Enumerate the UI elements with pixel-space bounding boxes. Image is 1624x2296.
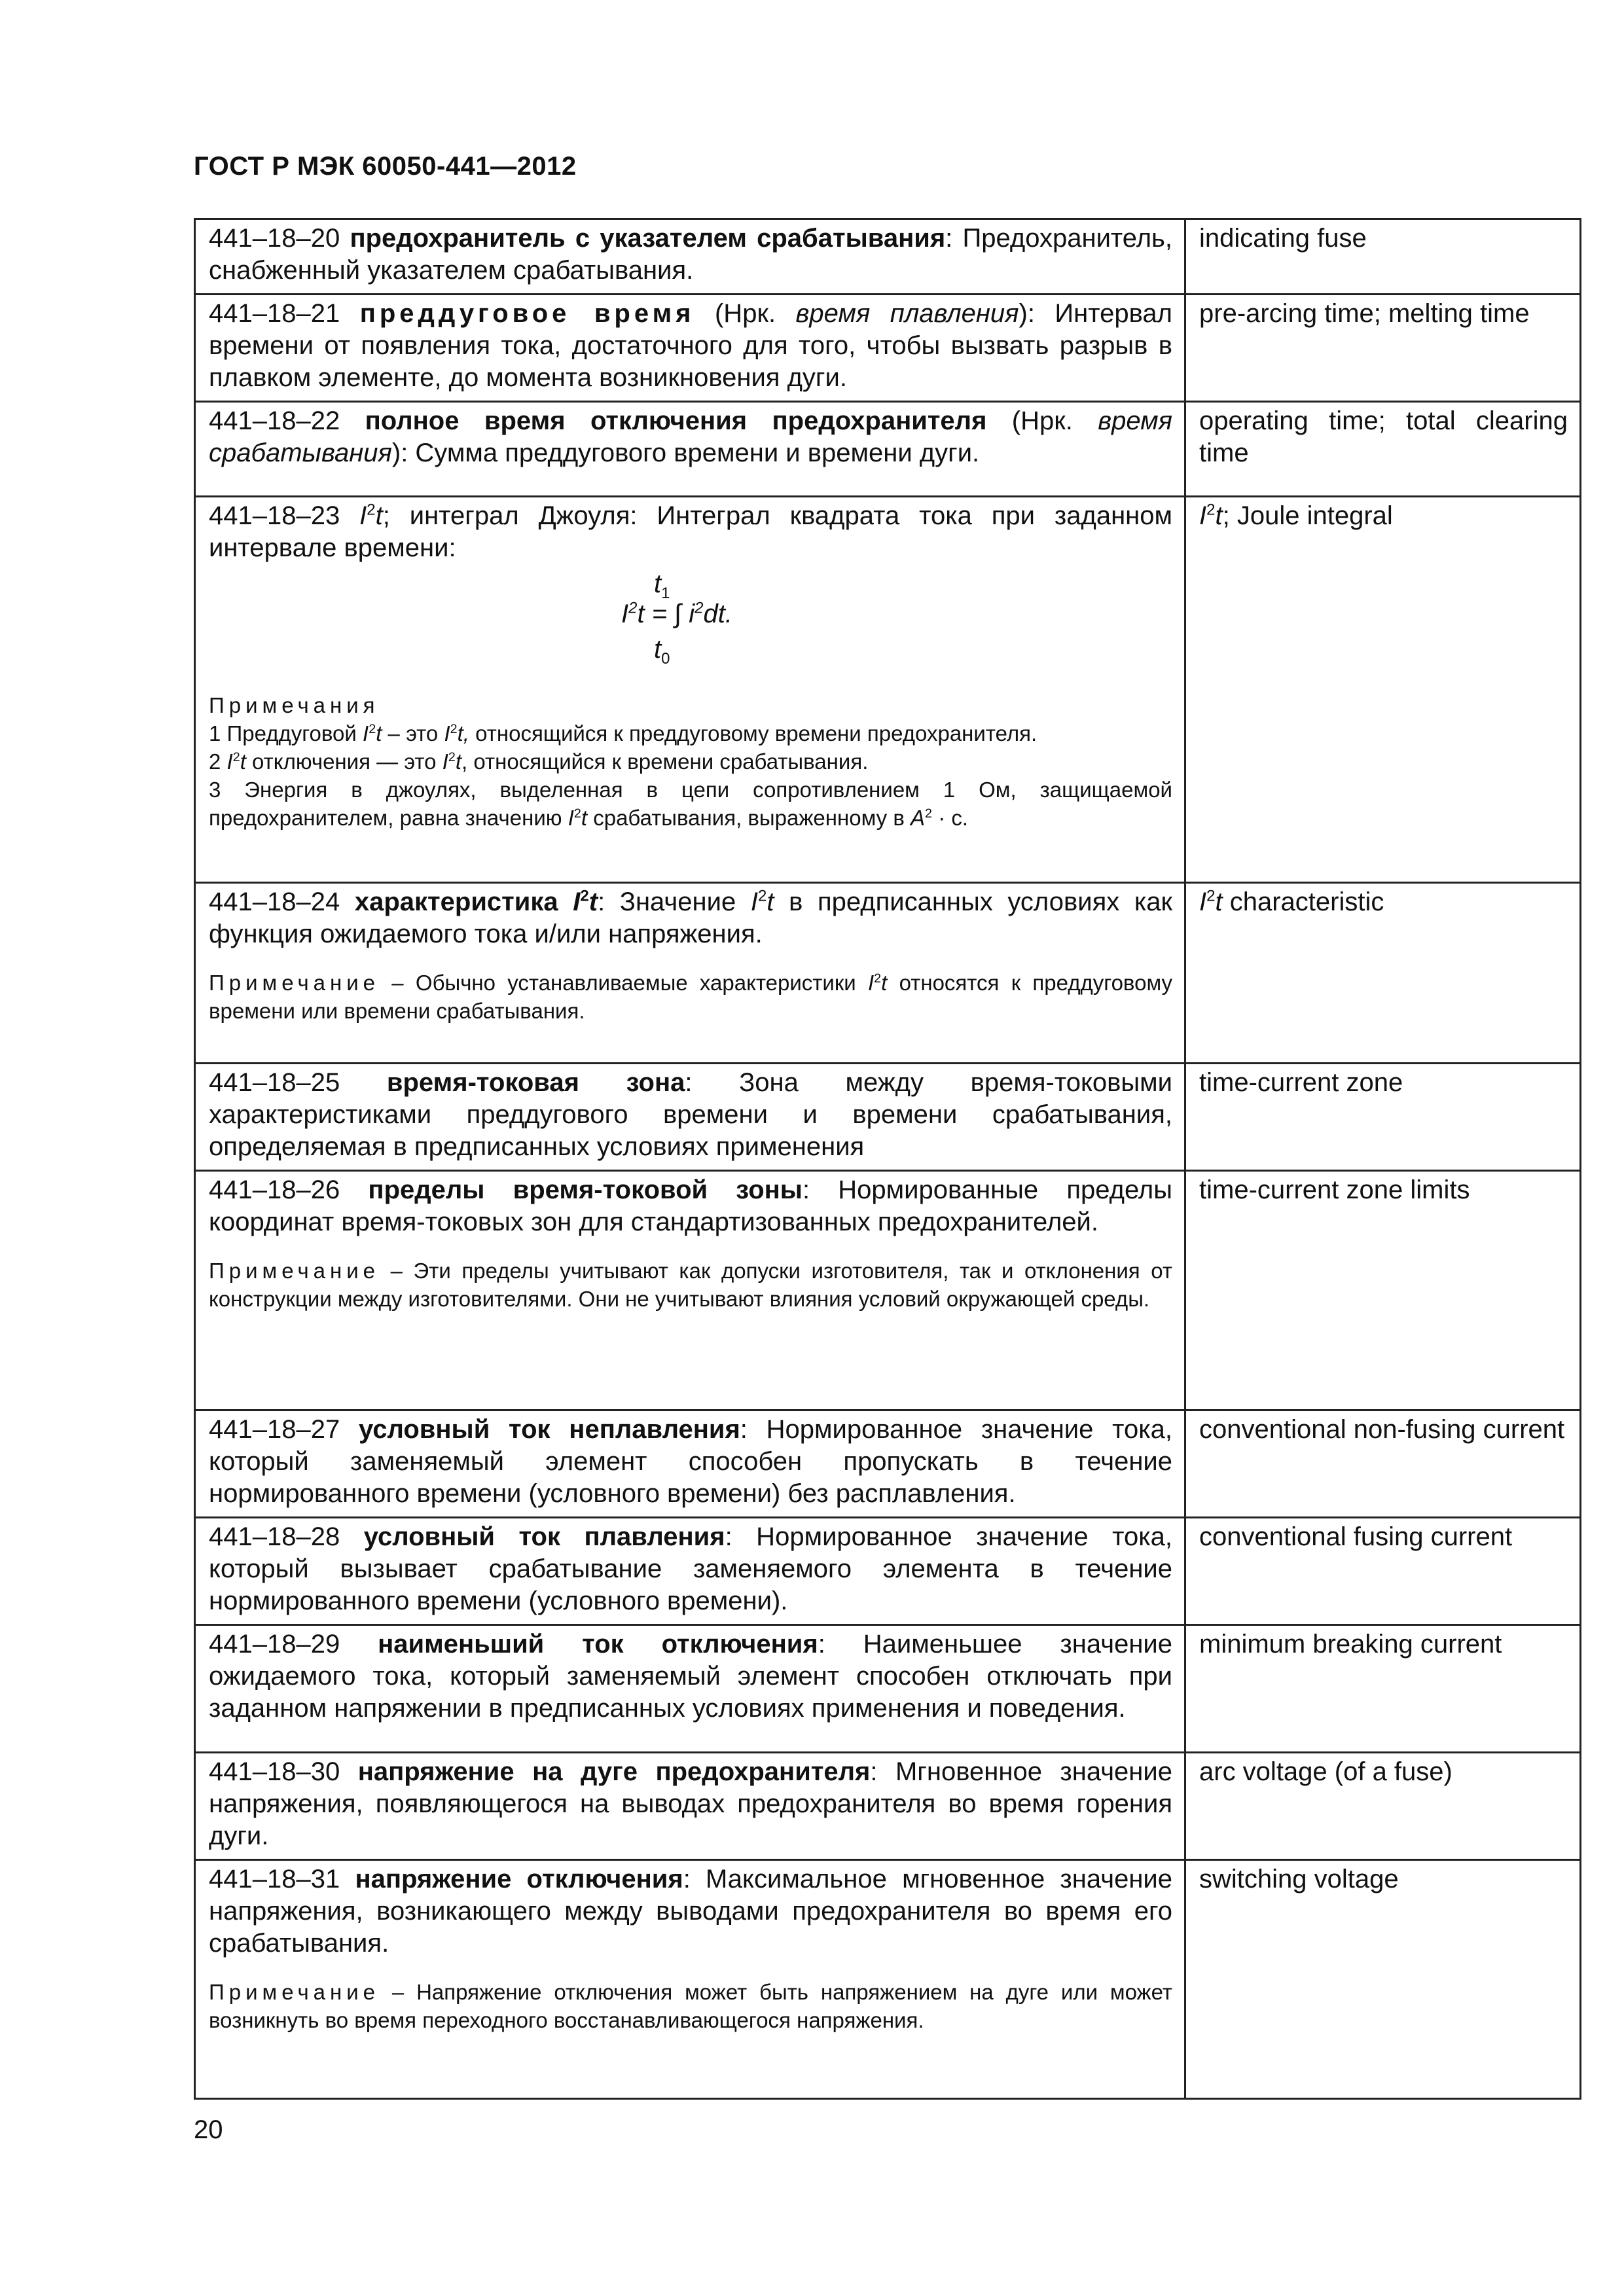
note-symbol: t xyxy=(240,749,246,774)
note-text: 1 Преддуговой xyxy=(209,721,363,745)
term-number: 441–18–26 xyxy=(209,1175,340,1204)
definition-cell xyxy=(195,883,1185,1064)
english-term-cell: conventional fusing current xyxy=(1185,1518,1581,1625)
term-number: 441–18–23 xyxy=(209,501,340,530)
term-number: 441–18–27 xyxy=(209,1415,340,1444)
terms-table xyxy=(194,218,1581,2100)
english-symbol-exp: 2 xyxy=(1206,887,1216,905)
formula-rhs-exp: 2 xyxy=(695,599,704,617)
page-number: 20 xyxy=(194,2115,223,2144)
document-header: ГОСТ Р МЭК 60050-441—2012 xyxy=(194,152,577,181)
table-row xyxy=(195,1625,1581,1753)
note-symbol: I xyxy=(568,806,574,830)
term-definition: : Нормированное значение тока, который вызывает срабатывание заменяемого элемента в течение нормированного времени (условного времени). xyxy=(209,1522,1172,1615)
nrk-prefix: (Нрк. xyxy=(695,299,796,328)
formula-lower-sub: 0 xyxy=(661,650,670,668)
term-definition: : Значение xyxy=(598,888,751,916)
definition-cell xyxy=(195,1171,1185,1410)
english-term-cell: time-current zone limits xyxy=(1185,1171,1581,1410)
table-row xyxy=(195,219,1581,295)
note-text: 2 xyxy=(209,749,227,774)
definition-cell xyxy=(195,402,1185,497)
term-number: 441–18–28 xyxy=(209,1522,340,1551)
note-text: относящийся к преддуговому времени предохранителя. xyxy=(469,721,1038,745)
definition-cell xyxy=(195,219,1185,295)
table-row xyxy=(195,295,1581,402)
english-term-cell: operating time; total clearing time xyxy=(1185,402,1581,497)
term-number: 441–18–31 xyxy=(209,1865,340,1893)
english-term-cell: switching voltage xyxy=(1185,1860,1581,2099)
term-symbol-t: t xyxy=(375,501,383,530)
nrk-term: время плавления xyxy=(795,299,1019,328)
english-symbol-t: t xyxy=(1215,888,1223,916)
note-symbol: t xyxy=(881,971,888,995)
definition-cell xyxy=(195,1518,1185,1625)
note-text: – Обычно устанавливаемые характеристики xyxy=(380,971,868,995)
def-symbol-exp: 2 xyxy=(757,887,767,905)
note-item xyxy=(209,719,1172,747)
definition-cell xyxy=(195,1064,1185,1171)
table-row xyxy=(195,1860,1581,2099)
term-symbol-i: I xyxy=(359,501,367,530)
term-name: наименьший ток отключения xyxy=(378,1630,818,1659)
term-number: 441–18–22 xyxy=(209,406,340,435)
definition-cell xyxy=(195,1410,1185,1518)
definition-cell xyxy=(195,497,1185,883)
term-definition: : Мгновенное значение напряжения, появляющегося на выводах предохранителя во время горения дуги. xyxy=(209,1757,1172,1850)
note-text: отключения — это xyxy=(245,749,442,774)
table-row xyxy=(195,1753,1581,1860)
table-row xyxy=(195,402,1581,497)
note-text: – это xyxy=(382,721,444,745)
note-text: – Напряжение отключения может быть напряжением на дуге или может возникнуть во время переходного восстанавливающегося напряжения. xyxy=(209,1980,1172,2032)
term-number: 441–18–21 xyxy=(209,299,340,328)
note-label: Примечание xyxy=(209,971,380,995)
note-text: срабатывания, выраженному в xyxy=(587,806,911,830)
note-label: Примечание xyxy=(209,1980,380,2004)
note-item xyxy=(209,776,1172,832)
term-name: время-токовая зона xyxy=(386,1068,685,1097)
note-exp: 2 xyxy=(573,806,581,821)
term-definition: : Нормированное значение тока, который заменяемый элемент способен пропускать в течение нормированного времени (условного времени) без расплавления. xyxy=(209,1415,1172,1508)
term-number: 441–18–29 xyxy=(209,1630,340,1659)
formula-main xyxy=(621,598,732,630)
english-term-cell: arc voltage (of a fuse) xyxy=(1185,1753,1581,1860)
notes-block xyxy=(209,691,1172,832)
term-definition: ): Интервал времени от появления тока, достаточного для того, чтобы вызвать разрыв в плавком элементе, до момента возникновения дуги. xyxy=(209,299,1173,392)
formula-upper-sub: 1 xyxy=(661,584,670,602)
english-term: ; Joule integral xyxy=(1222,501,1393,530)
formula-lhs-i: I xyxy=(621,600,629,628)
note-symbol: I xyxy=(442,749,448,774)
english-symbol-exp: 2 xyxy=(1206,501,1216,519)
table-row xyxy=(195,1064,1581,1171)
term-number: 441–18–25 xyxy=(209,1068,340,1097)
definition-cell xyxy=(195,1753,1185,1860)
english-term-cell: time-current zone xyxy=(1185,1064,1581,1171)
nrk-prefix: (Нрк. xyxy=(986,406,1098,435)
note-symbol: t xyxy=(581,806,588,830)
formula-lhs-t: t = ∫ i xyxy=(637,600,695,628)
term-name: полное время отключения предохранителя xyxy=(365,406,987,435)
formula-rhs: dt. xyxy=(703,600,732,628)
term-name: напряжение на дуге предохранителя xyxy=(357,1757,871,1786)
formula-upper-t: t xyxy=(654,569,662,598)
english-term-cell: pre-arcing time; melting time xyxy=(1185,295,1581,402)
note-symbol: A xyxy=(911,806,926,830)
term-name: предохранитель с указателем срабатывания xyxy=(350,224,946,253)
term-definition: : Наименьшее значение ожидаемого тока, который заменяемый элемент способен отключать при заданном напряжении в предписанных условиях применения и поведения. xyxy=(209,1630,1172,1723)
note-symbol: t, xyxy=(457,721,469,745)
table-row xyxy=(195,1410,1581,1518)
english-term-cell xyxy=(1185,497,1581,883)
table-row xyxy=(195,1518,1581,1625)
term-symbol-t: t xyxy=(588,888,598,916)
term-definition: ; интеграл Джоуля: Интеграл квадрата тока при заданном интервале времени: xyxy=(209,501,1172,562)
formula-lhs-exp: 2 xyxy=(628,599,638,617)
note-text: относятся к преддуговому времени или времени срабатывания. xyxy=(209,971,1172,1023)
note-exp: 2 xyxy=(450,722,458,736)
term-name: условный ток неплавления xyxy=(358,1415,740,1444)
term-definition: : Предохранитель, снабженный указателем срабатывания. xyxy=(209,224,1173,285)
def-symbol-i: I xyxy=(750,888,758,916)
term-definition: : Зона между время-токовыми характеристиками преддугового времени и времени срабатывания, определяемая в предписанных условиях применения xyxy=(209,1068,1172,1161)
definition-cell xyxy=(195,1625,1185,1753)
term-name: напряжение отключения xyxy=(355,1865,683,1893)
english-term-cell: indicating fuse xyxy=(1185,219,1581,295)
formula-lower-t: t xyxy=(654,635,662,664)
note-symbol: I xyxy=(444,721,450,745)
formula-lower-limit xyxy=(654,634,670,675)
definition-cell xyxy=(195,1860,1185,2099)
english-term-cell: minimum breaking current xyxy=(1185,1625,1581,1753)
note-exp: 2 xyxy=(232,750,240,764)
note-symbol: I xyxy=(867,971,875,995)
note-symbol: t xyxy=(376,721,382,745)
joule-integral-formula xyxy=(209,568,1172,673)
note-text: · с. xyxy=(932,806,969,830)
notes-label: Примечания xyxy=(209,693,380,717)
english-symbol-t: t xyxy=(1215,501,1223,530)
note-label: Примечание xyxy=(209,1259,380,1283)
term-definition: в предписанных условиях как функция ожидаемого тока и/или напряжения. xyxy=(209,888,1172,948)
note-exp: 2 xyxy=(369,722,376,736)
term-number: 441–18–30 xyxy=(209,1757,340,1786)
note-exp: 2 xyxy=(925,806,933,821)
english-term: characteristic xyxy=(1222,888,1384,916)
table-row xyxy=(195,883,1581,1064)
definition-cell xyxy=(195,295,1185,402)
note-block xyxy=(209,1257,1172,1313)
term-symbol-exp: 2 xyxy=(580,887,589,905)
note-text: – Эти пределы учитывают как допуски изготовителя, так и отклонения от конструкции между изготовителями. Они не учитывают влияния условий окружающей среды. xyxy=(209,1259,1172,1311)
note-symbol: I xyxy=(363,721,369,745)
nrk-term: время срабатывания xyxy=(209,406,1172,467)
term-definition: : Максимальное мгновенное значение напряжения, возникающего между выводами предохранителя во время его срабатывания. xyxy=(209,1865,1172,1958)
note-text: 3 Энергия в джоулях, выделенная в цепи сопротивлением 1 Ом, защищаемой предохранителем, равна значению xyxy=(209,778,1172,830)
term-name: преддуговое время xyxy=(359,299,695,328)
note-exp: 2 xyxy=(874,971,882,986)
english-symbol-i: I xyxy=(1199,501,1207,530)
table-row xyxy=(195,497,1581,883)
english-term-cell xyxy=(1185,883,1581,1064)
term-number: 441–18–20 xyxy=(209,224,340,253)
note-block xyxy=(209,969,1172,1025)
term-name: пределы время-токовой зоны xyxy=(368,1175,803,1204)
note-exp: 2 xyxy=(448,750,456,764)
english-symbol-i: I xyxy=(1199,888,1207,916)
note-text: , относящийся к времени срабатывания. xyxy=(461,749,869,774)
term-number: 441–18–24 xyxy=(209,888,340,916)
term-name: характеристика xyxy=(354,888,573,916)
term-name: условный ток плавления xyxy=(363,1522,725,1551)
note-symbol: t xyxy=(455,749,462,774)
note-symbol: I xyxy=(226,749,233,774)
def-symbol-t: t xyxy=(767,888,774,916)
term-definition: : Нормированные пределы координат время-токовых зон для стандартизованных предохранителей. xyxy=(209,1175,1172,1236)
term-definition: ): Сумма преддугового времени и времени дуги. xyxy=(391,439,980,467)
note-item xyxy=(209,747,1172,776)
note-block xyxy=(209,1978,1172,2034)
english-term-cell: conventional non-fusing current xyxy=(1185,1410,1581,1518)
table-row xyxy=(195,1171,1581,1410)
term-symbol-i: I xyxy=(573,888,581,916)
term-symbol-exponent: 2 xyxy=(367,501,376,519)
